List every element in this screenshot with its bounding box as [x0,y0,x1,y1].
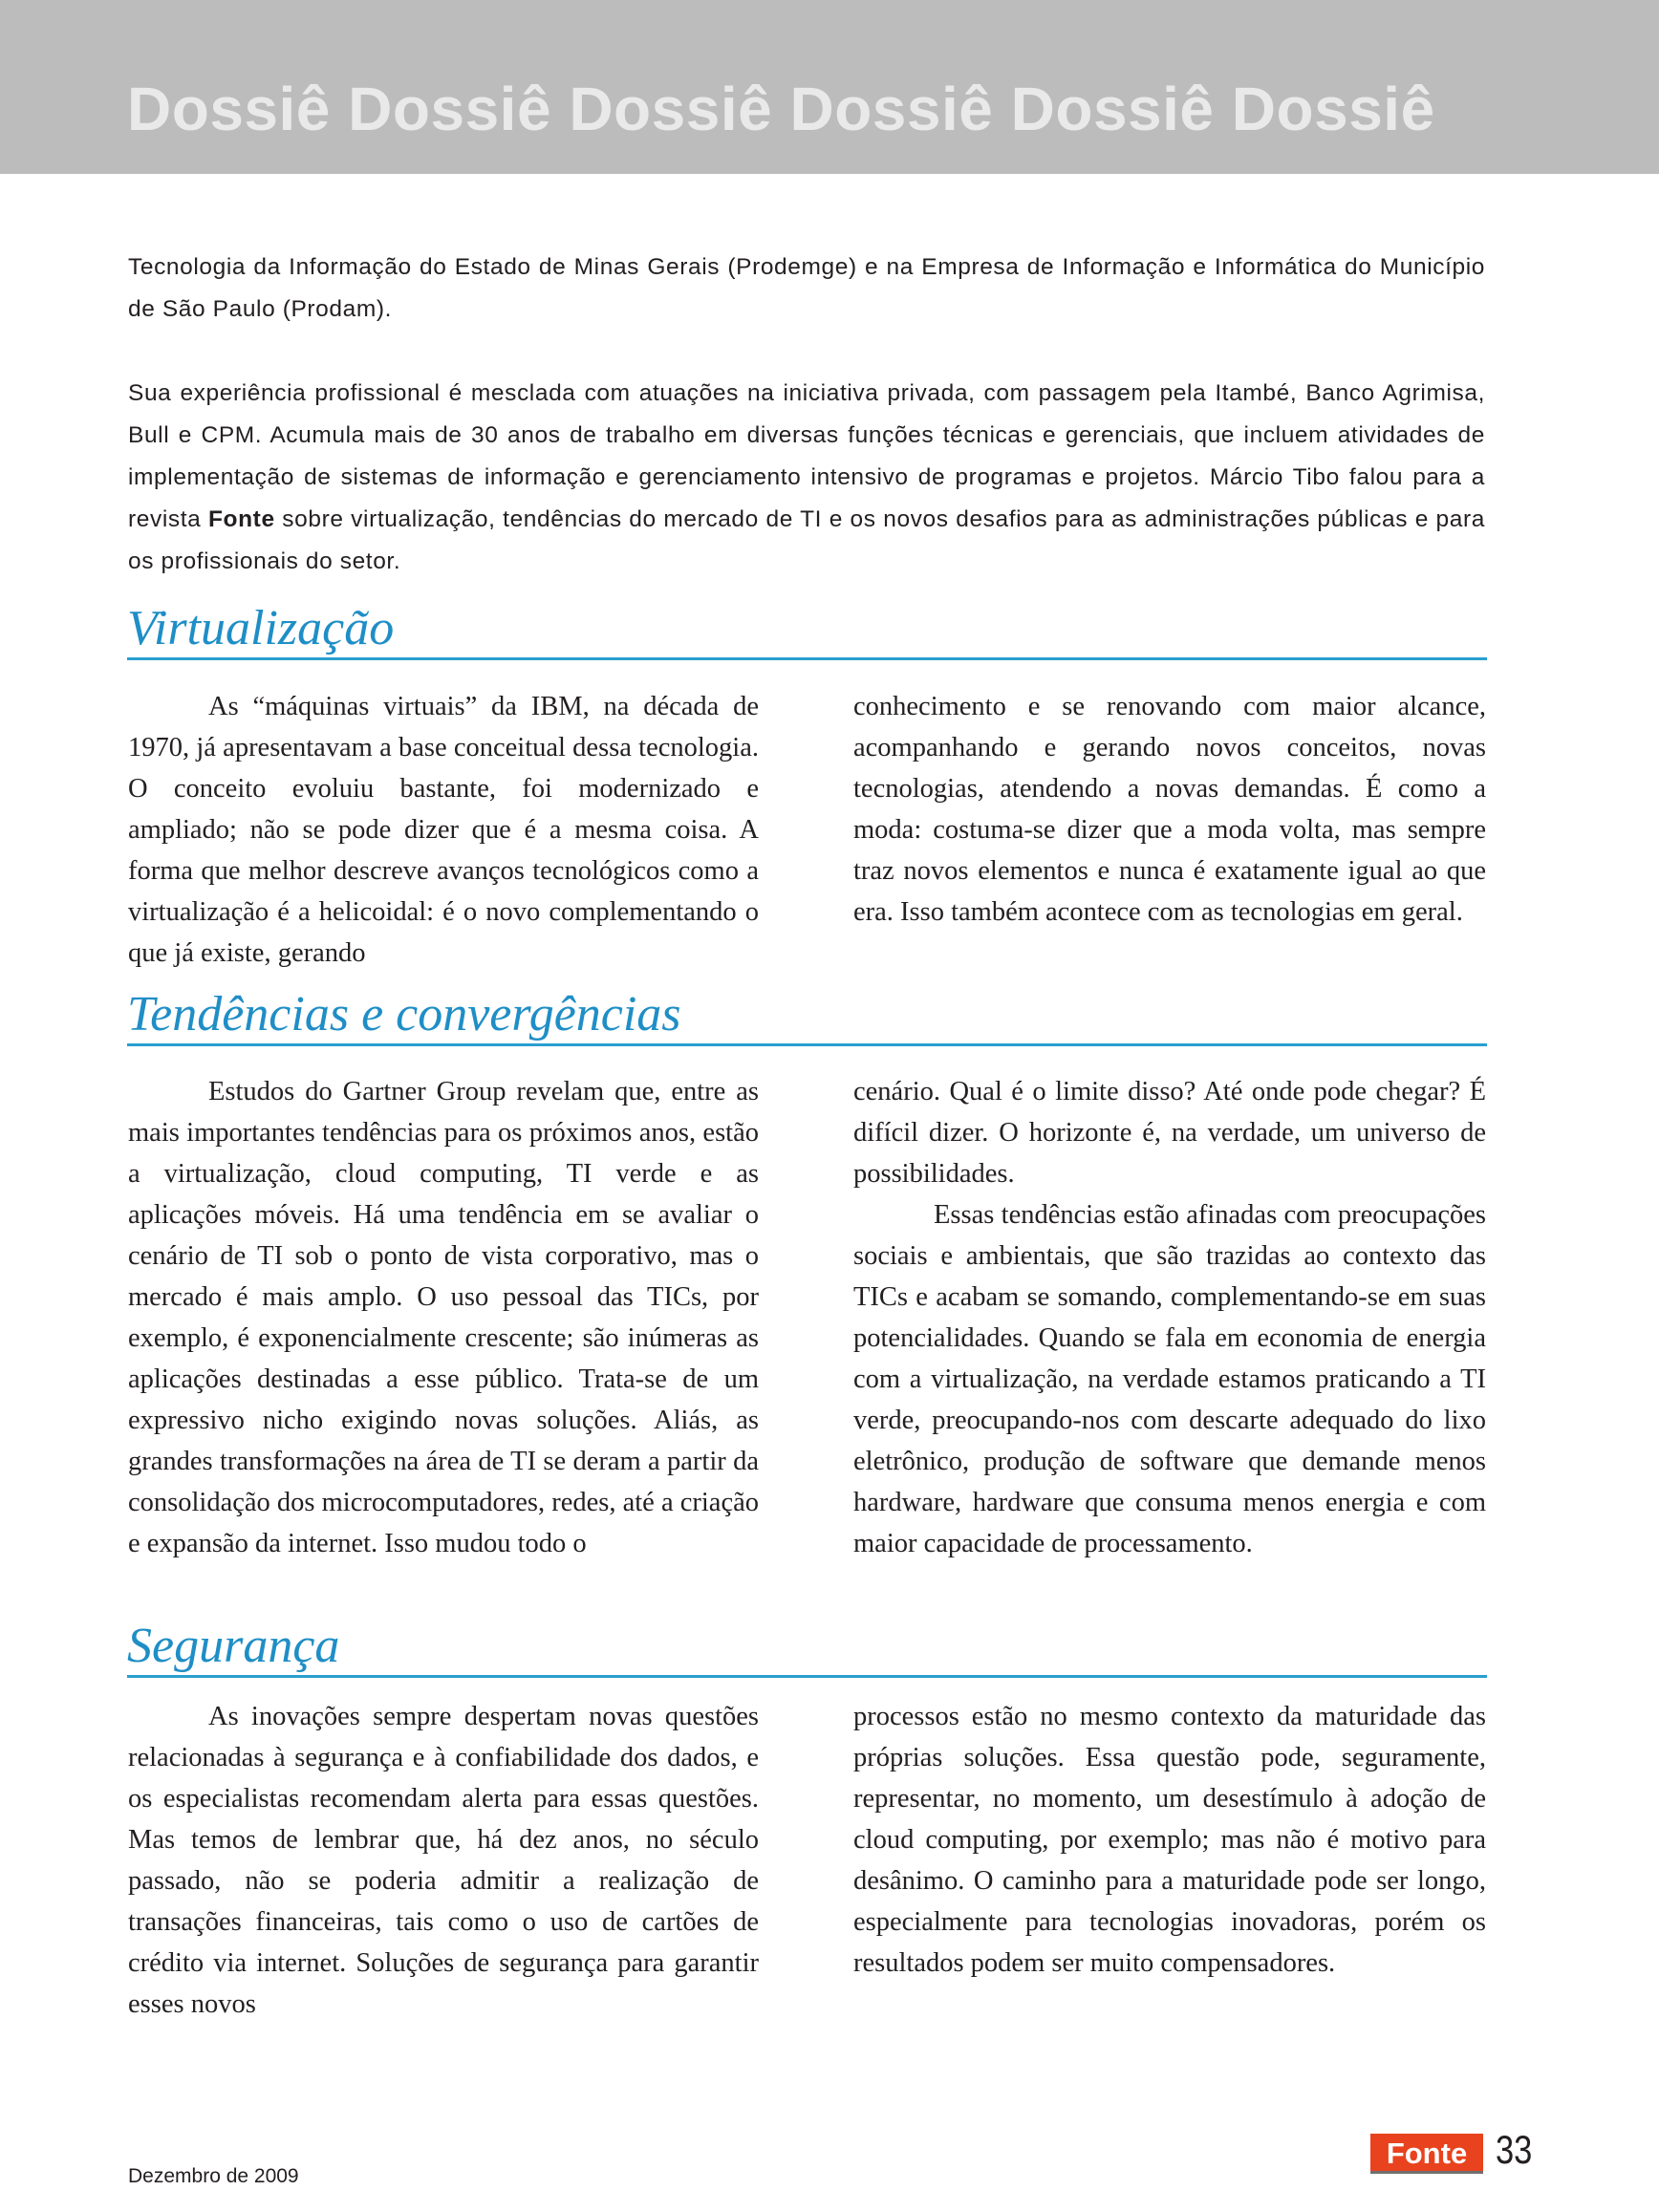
body-paragraph: Estudos do Gartner Group revelam que, entre as mais importantes tendências para os próximos anos, estão a virtualização, cloud computing, TI verde e as aplicações móveis. Há uma tendência em se avaliar o cenário de TI sob o ponto de vista corporativo, mas o mercado é mais amplo. O uso pessoal das TICs, por exemplo, é exponencialmente crescente; são inúmeras as aplicações destinadas a esse público. Trata-se de um expressivo nicho exigindo novas soluções. Aliás, as grandes transformações na área de TI se deram a partir da consolidação dos microcomputadores, redes, até a criação e expansão da internet. Isso mudou todo o [128,1077,759,1558]
intro-text-2-start: Sua experiência profissional é mesclada com atuações na iniciativa privada, com passagem pela Itambé, Banco Agrimisa, Bull e CPM. Acumula mais de 30 anos de trabalho em diversas funções técnicas e gerenciais, que incluem atividades de implementação de sistemas de informação e gerenciamento intensivo de programas e projetos. Márcio Tibo falou para a revista [128,380,1485,532]
intro-text-2-end: sobre virtualização, tendências do mercado de TI e os novos desafios para as administrações públicas e para os profissionais do setor. [128,506,1485,574]
section-heading-seguranca [127,1618,1487,1678]
body-paragraph: As inovações sempre despertam novas questões relacionadas à segurança e à confiabilidade dos dados, e os especialistas recomendam alerta para essas questões. Mas temos de lembrar que, há dez anos, no século passado, não se poderia admitir a realização de transações financeiras, tais como o uso de cartões de crédito via internet. Soluções de segurança para garantir esses novos [128,1702,759,2019]
issue-date: Dezembro de 2009 [128,2165,299,2187]
section-title: Segurança [127,1619,340,1673]
magazine-name: Fonte [207,506,275,532]
fonte-logo: Fonte [1370,2134,1483,2174]
section-heading-virtualizacao [127,600,1487,660]
tendencias-right-column [853,1071,1486,1564]
body-paragraph: processos estão no mesmo contexto da maturidade das próprias soluções. Essa questão pode, seguramente, representar, no momento, um desestímulo à adoção de cloud computing, por exemplo; mas não é motivo para desânimo. O caminho para a maturidade pode ser longo, especialmente para tecnologias inovadoras, porém os resultados podem ser muito compensadores. [853,1702,1486,1978]
dossie-banner [0,0,1659,174]
body-paragraph: Essas tendências estão afinadas com preocupações sociais e ambientais, que são trazidas ao contexto das TICs e acabam se somando, complementando-se em suas potencialidades. Quando se fala em economia de energia com a virtualização, na verdade estamos praticando a TI verde, preocupando-nos com descarte adequado do lixo eletrônico, produção de software que demande menos hardware, hardware que consuma menos energia e com maior capacidade de processamento. [853,1200,1486,1558]
page-number: 33 [1496,2127,1533,2172]
tendencias-left-column [128,1071,759,1564]
seguranca-right-column [853,1696,1486,1984]
section-title: Virtualização [127,601,395,655]
intro-paragraph-1 [128,247,1485,331]
section-title: Tendências e convergências [127,987,681,1042]
seguranca-left-column [128,1696,759,2025]
intro-text-1: Tecnologia da Informação do Estado de Minas Gerais (Prodemge) e na Empresa de Informação e Informática do Município de São Paulo (Prodam). [128,254,1485,322]
virtualizacao-left-column [128,686,759,974]
banner-title: Dossiê Dossiê Dossiê Dossiê Dossiê Dossiê [127,75,1435,143]
section-heading-tendencias [127,986,1487,1046]
body-paragraph: conhecimento e se renovando com maior alcance, acompanhando e gerando novos conceitos, novas tecnologias, atendendo a novas demandas. É como a moda: costuma-se dizer que a moda volta, mas sempre traz novos elementos e nunca é exatamente igual ao que era. Isso também acontece com as tecnologias em geral. [853,692,1486,927]
intro-text-2 [128,373,1485,583]
body-paragraph: As “máquinas virtuais” da IBM, na década de 1970, já apresentavam a base conceitual dessa tecnologia. O conceito evoluiu bastante, foi modernizado e ampliado; não se pode dizer que é a mesma coisa. A forma que melhor descreve avanços tecnológicos como a virtualização é a helicoidal: é o novo complementando o que já existe, gerando [128,692,759,968]
body-paragraph: cenário. Qual é o limite disso? Até onde pode chegar? É difícil dizer. O horizonte é, na verdade, um universo de possibilidades. [853,1077,1486,1189]
intro-paragraph-2 [128,373,1485,583]
virtualizacao-right-column [853,686,1486,933]
